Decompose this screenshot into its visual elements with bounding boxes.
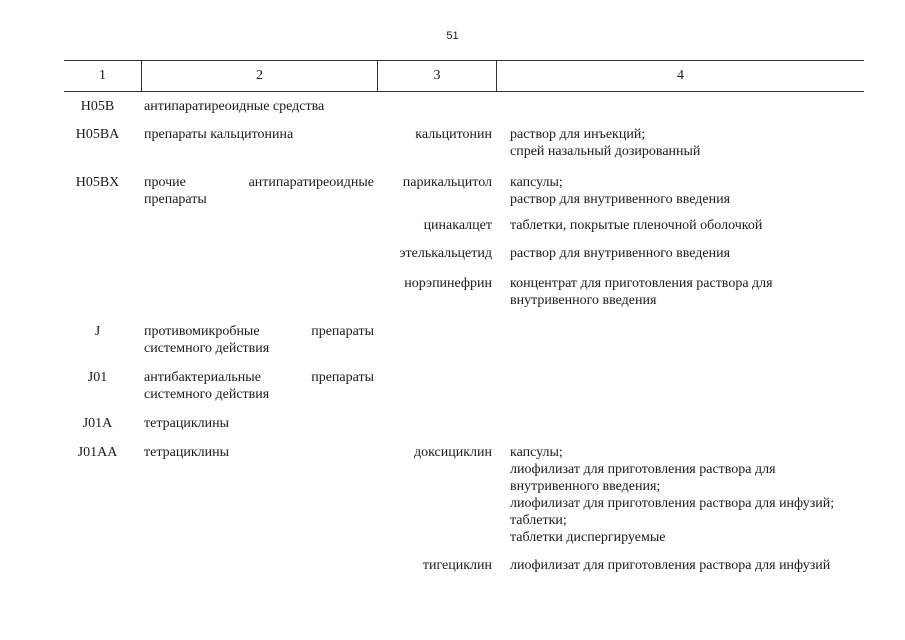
dosage-form-line: лиофилизат для приготовления раствора для инфузий bbox=[510, 558, 831, 573]
dosage-form-line: таблетки диспергируемые bbox=[510, 530, 666, 545]
column-header-3: 3 bbox=[433, 68, 441, 83]
column-header-2: 2 bbox=[256, 68, 263, 83]
drug-name: парикальцитол bbox=[402, 175, 492, 190]
table-header-bottom-border bbox=[64, 91, 864, 92]
group-line: противомикробные препараты bbox=[144, 324, 374, 339]
pharmacological-group: тетрациклины bbox=[144, 416, 229, 431]
drug-name: кальцитонин bbox=[415, 127, 492, 142]
pharmacological-group bbox=[144, 369, 374, 403]
drug-name: норэпинефрин bbox=[404, 276, 492, 291]
dosage-forms bbox=[510, 174, 730, 208]
drug-name: цинакалцет bbox=[423, 218, 492, 233]
atc-code: J01AA bbox=[77, 445, 118, 460]
dosage-form-line: раствор для инъекций; bbox=[510, 127, 646, 142]
pharmacological-group bbox=[144, 174, 374, 208]
pharmacological-group: тетрациклины bbox=[144, 445, 229, 460]
pharmacological-group: препараты кальцитонина bbox=[144, 127, 294, 142]
dosage-forms bbox=[510, 557, 830, 574]
atc-code: J bbox=[94, 324, 101, 339]
dosage-form-line: лиофилизат для приготовления раствора для bbox=[510, 462, 776, 477]
page-number: 51 bbox=[446, 30, 459, 42]
dosage-forms bbox=[510, 126, 700, 160]
drug-name: этелькальцетид bbox=[399, 246, 492, 261]
pharmacological-group bbox=[144, 323, 374, 357]
group-line: антибактериальные препараты bbox=[144, 370, 374, 385]
dosage-form-line: капсулы; bbox=[510, 175, 563, 190]
group-line: системного действия bbox=[144, 387, 270, 402]
atc-code: H05BX bbox=[75, 175, 120, 190]
dosage-forms bbox=[510, 217, 762, 234]
dosage-form-line: раствор для внутривенного введения bbox=[510, 246, 731, 261]
pharmacological-group: антипаратиреоидные средства bbox=[144, 99, 325, 114]
dosage-form-line: таблетки; bbox=[510, 513, 567, 528]
dosage-forms bbox=[510, 444, 834, 546]
dosage-form-line: концентрат для приготовления раствора для bbox=[510, 276, 773, 291]
drug-name: доксициклин bbox=[413, 445, 492, 460]
dosage-form-line: таблетки, покрытые пленочной оболочкой bbox=[510, 218, 763, 233]
dosage-form-line: спрей назальный дозированный bbox=[510, 144, 701, 159]
dosage-form-line: раствор для внутривенного введения bbox=[510, 192, 731, 207]
dosage-forms bbox=[510, 275, 773, 309]
group-line: прочие антипаратиреоидные bbox=[144, 175, 374, 190]
group-line: препараты bbox=[144, 192, 207, 207]
atc-code: H05B bbox=[80, 99, 115, 114]
atc-code: H05BA bbox=[75, 127, 120, 142]
group-line: системного действия bbox=[144, 341, 270, 356]
column-header-4: 4 bbox=[677, 68, 684, 83]
column-header-1: 1 bbox=[99, 68, 106, 83]
drug-name: тигециклин bbox=[422, 558, 492, 573]
atc-code: J01 bbox=[87, 370, 108, 385]
dosage-form-line: лиофилизат для приготовления раствора для инфузий; bbox=[510, 496, 835, 511]
dosage-form-line: капсулы; bbox=[510, 445, 563, 460]
dosage-forms bbox=[510, 245, 730, 262]
atc-code: J01A bbox=[82, 416, 113, 431]
dosage-form-line: внутривенного введения bbox=[510, 293, 657, 308]
table-top-border bbox=[64, 60, 864, 61]
dosage-form-line: внутривенного введения; bbox=[510, 479, 661, 494]
